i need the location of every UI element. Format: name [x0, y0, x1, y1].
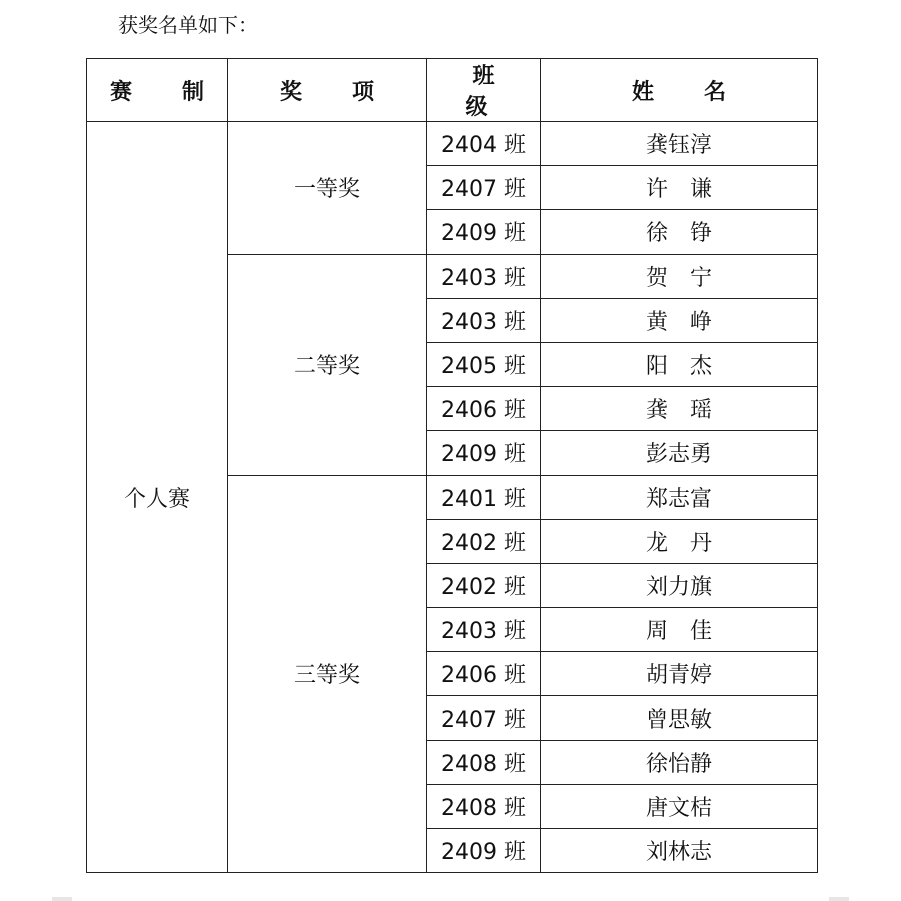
- class-cell: 2408 班: [427, 784, 541, 828]
- class-cell: 2404 班: [427, 122, 541, 166]
- class-cell: 2406 班: [427, 387, 541, 431]
- awards-table: [86, 58, 818, 873]
- class-cell: 2409 班: [427, 829, 541, 873]
- name-cell: 胡青婷: [541, 652, 818, 696]
- name-cell: 刘力旗: [541, 563, 818, 607]
- class-cell: 2402 班: [427, 519, 541, 563]
- class-cell: 2409 班: [427, 431, 541, 475]
- name-cell: 徐 铮: [541, 210, 818, 254]
- name-cell: 黄 峥: [541, 298, 818, 342]
- award-cell: 二等奖: [228, 254, 427, 475]
- name-cell: 刘林志: [541, 829, 818, 873]
- awards-body: [87, 122, 818, 873]
- class-cell: 2407 班: [427, 166, 541, 210]
- class-cell: 2402 班: [427, 563, 541, 607]
- class-cell: 2403 班: [427, 298, 541, 342]
- name-cell: 周 佳: [541, 608, 818, 652]
- class-cell: 2409 班: [427, 210, 541, 254]
- class-cell: 2407 班: [427, 696, 541, 740]
- class-cell: 2403 班: [427, 254, 541, 298]
- name-cell: 龚钰淳: [541, 122, 818, 166]
- page-corner-mark: [52, 897, 72, 901]
- name-cell: 贺 宁: [541, 254, 818, 298]
- name-cell: 阳 杰: [541, 342, 818, 386]
- intro-text: 获奖名单如下：: [118, 13, 258, 37]
- name-cell: 郑志富: [541, 475, 818, 519]
- class-cell: 2406 班: [427, 652, 541, 696]
- header-row: [87, 59, 818, 122]
- header-award: 奖 项: [228, 59, 427, 122]
- class-cell: 2408 班: [427, 740, 541, 784]
- name-cell: 许 谦: [541, 166, 818, 210]
- name-cell: 彭志勇: [541, 431, 818, 475]
- award-cell: 三等奖: [228, 475, 427, 873]
- table-row: [87, 122, 818, 166]
- name-cell: 徐怡静: [541, 740, 818, 784]
- class-cell: 2403 班: [427, 608, 541, 652]
- header-class: 班 级: [427, 59, 541, 122]
- name-cell: 龚 瑶: [541, 387, 818, 431]
- name-cell: 曾思敏: [541, 696, 818, 740]
- name-cell: 唐文桔: [541, 784, 818, 828]
- header-name: 姓 名: [541, 59, 818, 122]
- page-corner-mark: [829, 897, 849, 901]
- name-cell: 龙 丹: [541, 519, 818, 563]
- header-category: 赛 制: [87, 59, 228, 122]
- class-cell: 2401 班: [427, 475, 541, 519]
- class-cell: 2405 班: [427, 342, 541, 386]
- award-cell: 一等奖: [228, 122, 427, 255]
- category-cell: 个人赛: [87, 122, 228, 873]
